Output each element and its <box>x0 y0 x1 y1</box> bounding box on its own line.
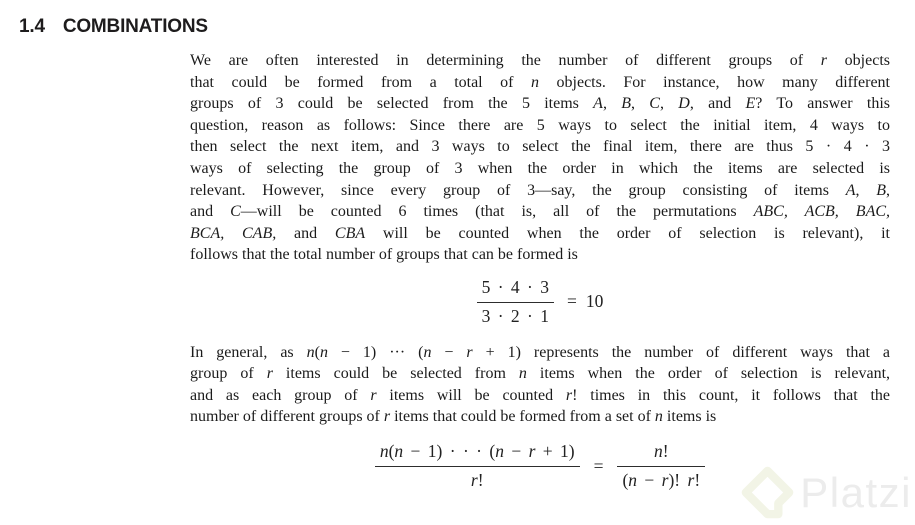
text-segment: will be counted when the order of selection is relevant), it <box>365 224 891 242</box>
math-variable: D <box>678 95 690 113</box>
text-segment: and as each group of <box>190 386 371 404</box>
text-line <box>190 406 890 428</box>
math-variable: n <box>518 365 527 383</box>
math-variable: CBA <box>334 224 366 242</box>
math-variable: BCA, CAB, <box>190 224 277 242</box>
formula-groups-of-three <box>190 277 890 328</box>
fraction-denominator: 3 · 2 · 1 <box>481 305 550 326</box>
text-segment: items that could be formed from a set of <box>390 408 655 426</box>
text-segment: items when the order of selection is relevant, <box>526 365 891 383</box>
math-variable: C <box>649 95 660 113</box>
fraction-lhs-numerator <box>375 441 580 467</box>
math-variable: r <box>687 469 695 490</box>
math-variable: B <box>876 181 887 199</box>
text-segment: items is <box>662 408 717 426</box>
text-segment: − <box>431 343 467 361</box>
text-line <box>190 115 890 137</box>
math-variable: n <box>654 408 663 426</box>
text-segment: and <box>190 203 231 221</box>
text-segment: ! times in this count, it follows that the <box>572 386 891 404</box>
text-segment: − <box>637 469 662 490</box>
text-line <box>190 244 890 266</box>
text-line <box>190 50 890 72</box>
text-segment: question, reason as follows: Since there are 5 ways to select the initial item, 4 ways to <box>190 116 890 134</box>
math-variable: E <box>745 95 756 113</box>
math-variable: A <box>593 95 603 113</box>
text-line <box>190 180 890 202</box>
paragraph-intro <box>190 50 890 266</box>
text-segment: In general, as <box>190 343 307 361</box>
text-line <box>190 136 890 158</box>
section-header <box>19 16 208 38</box>
fraction-rhs-numerator <box>617 441 705 467</box>
text-segment: − 1) · · · ( <box>403 441 496 462</box>
text-segment: + 1) represents the number of different ways that a <box>472 343 890 361</box>
text-segment: ! <box>694 469 701 490</box>
text-segment: ways of selecting the group of 3 when the order in which the items are selected is <box>190 159 890 177</box>
math-variable: n <box>495 441 504 462</box>
text-segment: ? To answer this <box>755 95 891 113</box>
math-variable: r <box>528 441 536 462</box>
math-variable: A <box>845 181 856 199</box>
text-segment: relevant. However, since every group of 3—say, the group consisting of items <box>190 181 846 199</box>
text-line <box>190 158 890 180</box>
text-segment: objects <box>827 52 890 69</box>
text-segment: objects. For instance, how many different <box>539 73 890 91</box>
math-variable: B <box>621 95 632 113</box>
text-segment: , <box>886 181 891 199</box>
text-segment: follows that the total number of groups that can be formed is <box>190 246 578 264</box>
equals-sign: = <box>593 455 604 476</box>
fraction-lhs-denominator <box>375 467 580 492</box>
text-segment: then select the next item, and 3 ways to select the final item, there are thus 5 · 4 · 3 <box>190 138 890 156</box>
text-segment: , <box>855 181 877 199</box>
text-segment: that could be formed from a total of <box>190 73 531 91</box>
section-title: COMBINATIONS <box>62 16 208 37</box>
watermark-text: Platzi <box>800 468 912 516</box>
fraction-numerator: 5 · 4 · 3 <box>477 277 554 303</box>
text-segment: We are often interested in determining the number of different groups of <box>190 52 821 69</box>
formula-result: 10 <box>585 291 604 312</box>
text-segment: ( <box>622 469 629 490</box>
text-line <box>190 363 890 385</box>
math-variable: r <box>370 386 377 404</box>
math-variable: n <box>379 441 389 462</box>
fraction-lhs <box>375 441 580 492</box>
text-line <box>190 72 890 94</box>
math-variable: ABC, ACB, BAC, <box>753 203 891 221</box>
text-segment: , <box>659 95 679 113</box>
section-number: 1.4 <box>19 16 45 37</box>
text-segment: and <box>276 224 335 242</box>
text-segment: , <box>631 95 650 113</box>
platzi-logo-icon <box>739 464 796 521</box>
math-variable: r <box>820 52 827 69</box>
text-segment: , and <box>689 95 746 113</box>
math-variable: r <box>470 469 478 490</box>
text-segment: ! <box>477 469 484 490</box>
math-variable: r <box>661 469 669 490</box>
text-segment: + 1) <box>535 441 575 462</box>
text-segment: ! <box>662 441 669 462</box>
text-line <box>190 385 890 407</box>
platzi-watermark <box>739 464 912 521</box>
text-segment: number of different groups of <box>190 408 384 426</box>
math-variable: n <box>319 343 328 361</box>
text-segment: )! <box>668 469 688 490</box>
math-variable: n <box>394 441 404 462</box>
fraction-rhs-denominator <box>617 467 705 492</box>
text-segment: − <box>503 441 529 462</box>
math-variable: n <box>423 343 432 361</box>
text-line <box>190 201 890 223</box>
paragraph-general <box>190 342 890 428</box>
math-variable: n <box>628 469 638 490</box>
text-segment: items will be counted <box>376 386 566 404</box>
text-segment: items could be selected from <box>272 365 519 383</box>
text-segment: − 1) ··· ( <box>327 343 424 361</box>
text-line <box>190 342 890 364</box>
section-content <box>190 50 890 492</box>
math-variable: r <box>266 365 273 383</box>
math-variable: n <box>654 441 663 462</box>
fraction <box>477 277 554 328</box>
math-variable: r <box>466 343 473 361</box>
text-line <box>190 93 890 115</box>
text-segment: —will be counted 6 times (that is, all of the permutations <box>240 203 754 221</box>
math-variable: n <box>531 73 539 91</box>
text-segment: ( <box>388 441 395 462</box>
text-segment: , <box>602 95 622 113</box>
math-variable: C <box>230 203 241 221</box>
text-segment: group of <box>190 365 267 383</box>
math-variable: r <box>565 386 573 404</box>
text-segment: ( <box>314 343 320 361</box>
math-variable: n <box>306 343 315 361</box>
equals-sign: = <box>567 291 577 312</box>
fraction-rhs <box>617 441 705 492</box>
text-line <box>190 223 890 245</box>
text-segment: groups of 3 could be selected from the 5 items <box>190 95 594 113</box>
math-variable: r <box>383 408 391 426</box>
